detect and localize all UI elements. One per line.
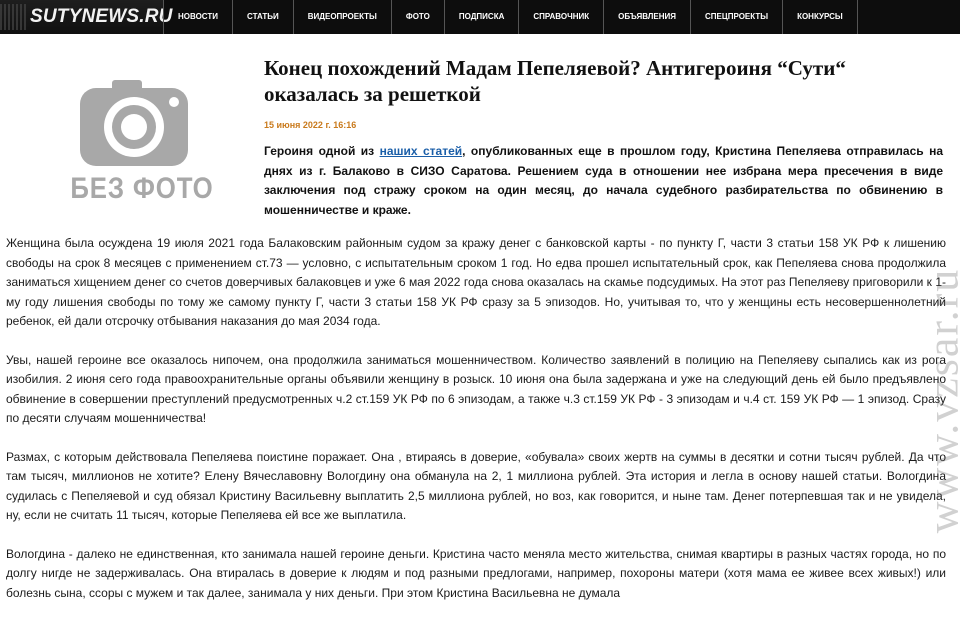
nav-item-directory[interactable]: СПРАВОЧНИК [519,0,604,34]
site-logo-text: SUTYNEWS.RU [30,6,173,27]
nav-item-contests[interactable]: КОНКУРСЫ [783,0,858,34]
nav-item-news[interactable]: НОВОСТИ [163,0,233,34]
main-nav [163,0,858,34]
article-paragraph: Женщина была осуждена 19 июля 2021 года Балаковским районным судом за кражу денег с банковской карты - по пункту Г, части 3 статьи 158 УК РФ к лишению свободы на срок 8 месяцев с применением ст.73 — условно, с испытательным сроком 1 год. Но едва прошел испытательный срок, как Пепеляева снова продолжила заниматься хищением денег со счетов доверчивых балаковцев и уже 6 мая 2022 года снова оказалась на скамье подсудимых. На этот раз Пепеляеву приговорили к 1-му году лишения свободы по тому же самому пункту Г, части 3 статьи 158 УК РФ сразу за 5 эпизодов. Но, учитывая то, что у женщины есть несовершеннолетний ребенок, ей дали отсрочку отбывания наказания до мая 2034 года. [6,236,946,328]
no-photo-label: БЕЗ ФОТО [70,172,214,205]
article-paragraph: Увы, нашей героине все оказалось нипочем, она продолжила заниматься мошенничеством. Количество заявлений в полицию на Пепеляеву сыпались как из рога изобилия. 2 июня сего года правоохранительные органы объявили женщину в розыск. 10 июня она была задержана и уже на следующий день ей было предъявлено обвинение в совершении преступлений предусмотренных ч.2 ст.159 УК РФ по 6 эпизодам, а также ч.3 ст.159 УК РФ - 3 эпизодам и ч.4 ст. 159 УК РФ — 1 эпизод. Сразу по десяти случаям мошенничества! [6,352,946,425]
nav-item-photo[interactable]: ФОТО [392,0,445,34]
nav-item-video-projects[interactable]: ВИДЕОПРОЕКТЫ [294,0,392,34]
no-photo-placeholder [56,76,228,212]
nav-item-articles[interactable]: СТАТЬИ [233,0,294,34]
nav-item-ads[interactable]: ОБЪЯВЛЕНИЯ [604,0,691,34]
nav-item-special-projects[interactable]: СПЕЦПРОЕКТЫ [691,0,783,34]
article-lead [264,142,943,220]
logo-stripe-decoration [0,4,26,30]
article-title: Конец похождений Мадам Пепеляевой? Антигероиня “Сути“ оказалась за решеткой [264,56,846,106]
lead-text-before: Героиня одной из [264,144,380,158]
our-articles-link[interactable]: наших статей [379,144,463,158]
nav-item-subscription[interactable]: ПОДПИСКА [445,0,520,34]
article-paragraph: Размах, с которым действовала Пепеляева поистине поражает. Она , втираясь в доверие, «обувала» своих жертв на суммы в десятки и сотни тысяч рублей. Да что там тысяч, миллионов не хотите? Елену Вячеславовну Вологдину она обманула на 2, 1 миллиона рублей. Эта история и легла в основу нашей статьи. Вологдина судилась с Пепеляевой и суд обязал Кристину Васильевну выплатить 2,5 миллиона рублей, но воз, как говорится, и ныне там. Денег потерпевшая так и не увидела, ну, если не считать 11 тысяч, которые Пепеляева ей все же выплатила. [6,449,946,522]
article-date: 15 июня 2022 г. 16:16 [264,120,357,130]
lead-text-after: , опубликованных еще в прошлом году, Кристина Пепеляева отправилась на днях из г. Балаково в СИЗО Саратова. Решением суда в отношении нее избрана мера пресечения в виде заключения под стражу сроком на один месяц, до начала судебного разбирательства по обвинению в мошенничестве и краже. [264,144,943,217]
watermark-text: www.vzsar.ru [918,267,968,533]
camera-icon [56,76,228,172]
top-navigation-bar [0,0,960,34]
article-paragraph: Вологдина - далеко не единственная, кто занимала нашей героине деньги. Кристина часто меняла место жительства, снимая квартиры в разных частях города, но по долгу нигде не задерживалась. Она втиралась в доверие к людям и под разными предлогами, например, похороны матери (хотя мама ее живее всех живых!) или болезнь сына, ссоры с мужем и так далее, занимала у них деньги. При этом Кристина Васильевна не думала [6,546,946,600]
article-body [6,234,946,622]
site-logo[interactable] [0,0,173,34]
